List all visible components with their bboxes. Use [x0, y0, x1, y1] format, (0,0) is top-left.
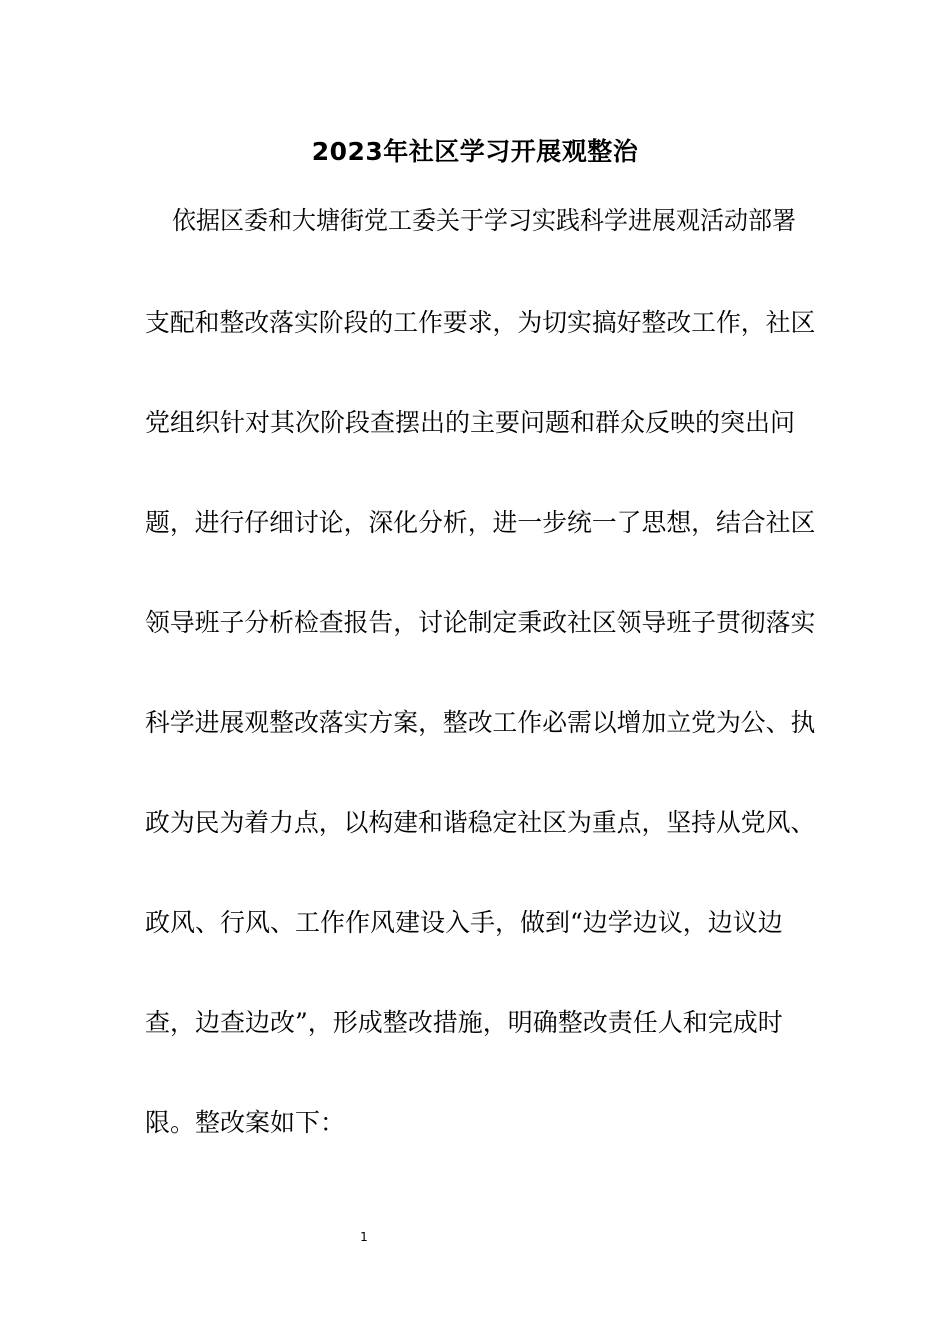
- paragraph-line-5: 领导班子分析检查报告，讨论制定秉政社区领导班子贯彻落实: [145, 608, 816, 637]
- paragraph-line-4: 题，进行仔细讨论，深化分析，进一步统一了思想，结合社区: [145, 508, 816, 537]
- paragraph-line-3: 党组织针对其次阶段查摆出的主要问题和群众反映的突出问: [145, 408, 796, 437]
- paragraph-line-7: 政为民为着力点，以构建和谐稳定社区为重点，坚持从党风、: [145, 808, 816, 837]
- paragraph-line-1: 依据区委和大塘街党工委关于学习实践科学进展观活动部署: [172, 206, 797, 235]
- paragraph-line-6: 科学进展观整改落实方案，整改工作必需以增加立党为公、执: [145, 708, 816, 737]
- paragraph-line-10: 限。整改案如下：: [145, 1108, 346, 1137]
- paragraph-line-8: 政风、行风、工作作风建设入手，做到“边学边议，边议边: [145, 908, 783, 937]
- paragraph-line-2: 支配和整改落实阶段的工作要求，为切实搞好整改工作，社区: [145, 308, 816, 337]
- page-number: 1: [360, 1230, 368, 1244]
- document-title: 2023年社区学习开展观整治: [311, 137, 639, 166]
- paragraph-line-9: 查，边查边改”，形成整改措施，明确整改责任人和完成时: [145, 1008, 783, 1037]
